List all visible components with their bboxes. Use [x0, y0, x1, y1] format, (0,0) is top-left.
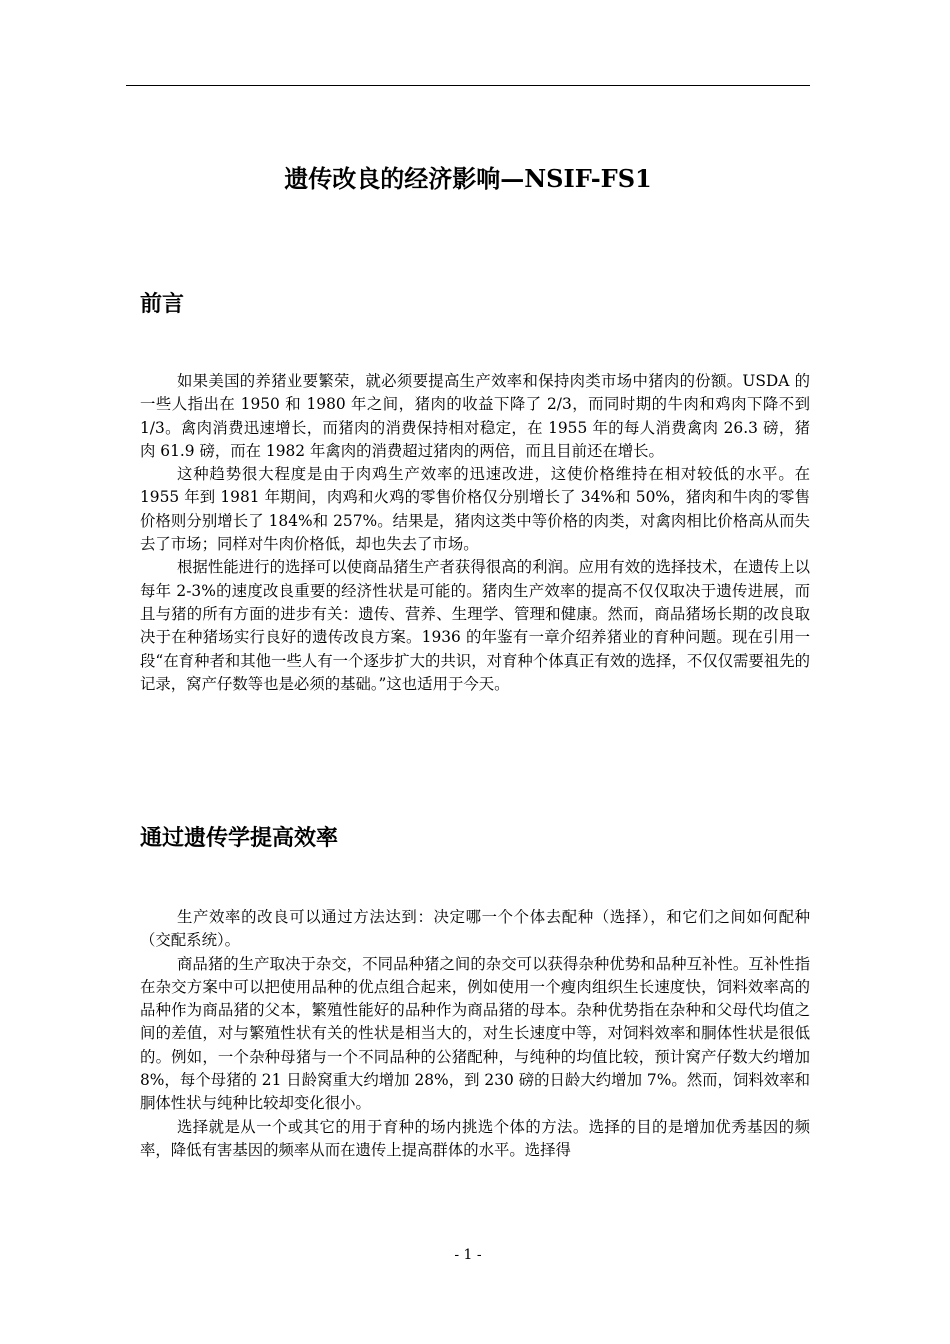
section-heading-preface: 前言 — [140, 291, 185, 317]
paragraph: 如果美国的养猪业要繁荣，就必须要提高生产效率和保持肉类市场中猪肉的份额。USDA 的一些人指出在 1950 和 1980 年之间，猪肉的收益下降了 2/3，而同时期的牛肉和鸡肉下降不到 1/3。禽肉消费迅速增长，而猪肉的消费保持相对稳定，在 1955 年的每人消费禽肉 26.3 磅，猪肉 61.9 磅，而在 1982 年禽肉的消费超过猪肉的两倍，而且目前还在增长。 — [140, 372, 810, 460]
paragraph: 选择就是从一个或其它的用于育种的场内挑选个体的方法。选择的目的是增加优秀基因的频率，降低有害基因的频率从而在遗传上提高群体的水平。选择得 — [140, 1117, 810, 1159]
paragraph: 商品猪的生产取决于杂交，不同品种猪之间的杂交可以获得杂种优势和品种互补性。互补性指在杂交方案中可以把使用品种的优点组合起来，例如使用一个瘦肉组织生长速度快，饲料效率高的品种作为商品猪的父本，繁殖性能好的品种作为商品猪的母本。杂种优势指在杂种和父母代均值之间的差值，对与繁殖性状有关的性状是相当大的，对生长速度中等，对饲料效率和胴体性状是很低的。例如，一个杂种母猪与一个不同品种的公猪配种，与纯种的均值比较，预计窝产仔数大约增加 8%，每个母猪的 21 日龄窝重大约增加 28%，到 230 磅的日龄大约增加 7%。然而，饲料效率和胴体性状与纯种比较却变化很小。 — [140, 954, 810, 1113]
section-heading-genetics: 通过遗传学提高效率 — [140, 825, 339, 851]
document-title: 遗传改良的经济影响—NSIF-FS1 — [284, 164, 652, 193]
paragraph: 这种趋势很大程度是由于肉鸡生产效率的迅速改进，这使价格维持在相对较低的水平。在 1955 年到 1981 年期间，肉鸡和火鸡的零售价格仅分别增长了 34%和 50%，猪肉和牛肉的零售价格则分别增长了 184%和 257%。结果是，猪肉这类中等价格的肉类，对禽肉相比价格高从而失去了市场；同样对牛肉价格低，却也失去了市场。 — [140, 465, 810, 554]
page-number: - 1 - — [454, 1247, 482, 1263]
paragraph: 生产效率的改良可以通过方法达到：决定哪一个个体去配种（选择），和它们之间如何配种（交配系统）。 — [140, 908, 810, 950]
section-body-genetics — [140, 906, 810, 1162]
header-rule — [126, 85, 810, 86]
section-body-preface — [140, 370, 810, 696]
paragraph: 根据性能进行的选择可以使商品猪生产者获得很高的利润。应用有效的选择技术，在遗传上以每年 2-3%的速度改良重要的经济性状是可能的。猪肉生产效率的提高不仅仅取决于遗传进展，而且与猪的所有方面的进步有关：遗传、营养、生理学、管理和健康。然而，商品猪场长期的改良取决于在种猪场实行良好的遗传改良方案。1936 的年鉴有一章介绍养猪业的育种问题。现在引用一段“在育种者和其他一些人有一个逐步扩大的共识，对育种个体真正有效的选择，不仅仅需要祖先的记录，窝产仔数等也是必须的基础。”这也适用于今天。 — [140, 558, 810, 693]
